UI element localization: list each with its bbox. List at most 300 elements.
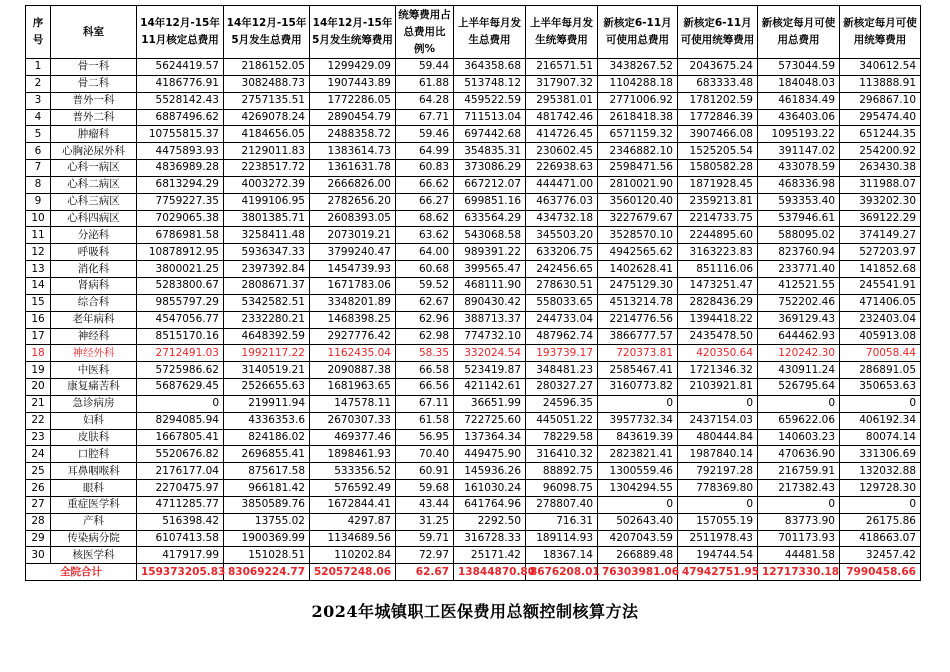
value-cell: 3907466.08 <box>678 126 758 143</box>
row-index-cell: 8 <box>26 176 51 193</box>
value-cell: 217382.43 <box>758 480 840 497</box>
value-cell: 3957732.34 <box>598 412 678 429</box>
value-cell: 3163223.83 <box>678 244 758 261</box>
value-cell: 60.68 <box>396 261 454 278</box>
value-cell: 2397392.84 <box>224 261 310 278</box>
value-cell: 278630.51 <box>526 277 598 294</box>
value-cell: 2526655.63 <box>224 379 310 396</box>
value-cell: 2890454.79 <box>310 109 396 126</box>
table-row <box>26 379 921 396</box>
table-row <box>26 328 921 345</box>
value-cell: 10755815.37 <box>137 126 224 143</box>
value-cell: 1361631.78 <box>310 160 396 177</box>
table-row <box>26 227 921 244</box>
value-cell: 59.71 <box>396 530 454 547</box>
table-row <box>26 126 921 143</box>
value-cell: 61.88 <box>396 75 454 92</box>
value-cell: 0 <box>840 395 921 412</box>
row-index-cell: 5 <box>26 126 51 143</box>
value-cell: 1454739.93 <box>310 261 396 278</box>
department-cell: 肿瘤科 <box>51 126 137 143</box>
value-cell: 573044.59 <box>758 59 840 76</box>
value-cell: 558033.65 <box>526 294 598 311</box>
value-cell: 4547056.77 <box>137 311 224 328</box>
value-cell: 345503.20 <box>526 227 598 244</box>
value-cell: 25171.42 <box>454 547 526 564</box>
value-cell: 752202.46 <box>758 294 840 311</box>
total-value-cell: 8676208.01 <box>526 564 598 581</box>
department-cell: 康复痛苦科 <box>51 379 137 396</box>
value-cell: 523419.87 <box>454 362 526 379</box>
value-cell: 4648392.59 <box>224 328 310 345</box>
value-cell: 430911.24 <box>758 362 840 379</box>
department-cell: 消化科 <box>51 261 137 278</box>
value-cell: 110202.84 <box>310 547 396 564</box>
value-cell: 633206.75 <box>526 244 598 261</box>
value-cell: 966181.42 <box>224 480 310 497</box>
document-title: 2024年城镇职工医保费用总额控制核算方法 <box>311 602 639 621</box>
value-cell: 2073019.21 <box>310 227 396 244</box>
value-cell: 280327.27 <box>526 379 598 396</box>
value-cell: 66.62 <box>396 176 454 193</box>
value-cell: 824186.02 <box>224 429 310 446</box>
value-cell: 6786981.58 <box>137 227 224 244</box>
value-cell: 701173.93 <box>758 530 840 547</box>
value-cell: 331306.69 <box>840 446 921 463</box>
value-cell: 1095193.22 <box>758 126 840 143</box>
value-cell: 3800021.25 <box>137 261 224 278</box>
header-cell: 统筹费用占总费用比例% <box>396 6 454 59</box>
value-cell: 470636.90 <box>758 446 840 463</box>
value-cell: 147578.11 <box>310 395 396 412</box>
value-cell: 60.83 <box>396 160 454 177</box>
value-cell: 2670307.33 <box>310 412 396 429</box>
value-cell: 406192.34 <box>840 412 921 429</box>
header-cell: 新核定每月可使用统筹费用 <box>840 6 921 59</box>
value-cell: 2129011.83 <box>224 143 310 160</box>
value-cell: 70058.44 <box>840 345 921 362</box>
value-cell: 369122.29 <box>840 210 921 227</box>
value-cell: 388713.37 <box>454 311 526 328</box>
value-cell: 140603.23 <box>758 429 840 446</box>
value-cell: 1402628.41 <box>598 261 678 278</box>
value-cell: 64.99 <box>396 143 454 160</box>
value-cell: 463776.03 <box>526 193 598 210</box>
value-cell: 722725.60 <box>454 412 526 429</box>
value-cell: 449475.90 <box>454 446 526 463</box>
value-cell: 543068.58 <box>454 227 526 244</box>
value-cell: 699851.16 <box>454 193 526 210</box>
row-index-cell: 1 <box>26 59 51 76</box>
value-cell: 350653.63 <box>840 379 921 396</box>
value-cell: 716.31 <box>526 513 598 530</box>
total-row <box>26 564 921 581</box>
value-cell: 0 <box>758 395 840 412</box>
table-row <box>26 143 921 160</box>
value-cell: 2585467.41 <box>598 362 678 379</box>
row-index-cell: 14 <box>26 277 51 294</box>
header-cell: 14年12月-15年5月发生总费用 <box>224 6 310 59</box>
value-cell: 989391.22 <box>454 244 526 261</box>
table-row <box>26 496 921 513</box>
row-index-cell: 6 <box>26 143 51 160</box>
value-cell: 2090887.38 <box>310 362 396 379</box>
value-cell: 68.62 <box>396 210 454 227</box>
value-cell: 2782656.20 <box>310 193 396 210</box>
value-cell: 137364.34 <box>454 429 526 446</box>
value-cell: 59.68 <box>396 480 454 497</box>
value-cell: 31.25 <box>396 513 454 530</box>
budget-table-container <box>25 5 920 581</box>
table-row <box>26 244 921 261</box>
value-cell: 141852.68 <box>840 261 921 278</box>
value-cell: 468336.98 <box>758 176 840 193</box>
total-label: 全院合计 <box>26 564 137 581</box>
total-value-cell: 62.67 <box>396 564 454 581</box>
value-cell: 4836989.28 <box>137 160 224 177</box>
value-cell: 32457.42 <box>840 547 921 564</box>
department-cell: 核医学科 <box>51 547 137 564</box>
value-cell: 340612.54 <box>840 59 921 76</box>
budget-table <box>25 5 921 581</box>
value-cell: 4942565.62 <box>598 244 678 261</box>
value-cell: 2618418.38 <box>598 109 678 126</box>
value-cell: 711513.04 <box>454 109 526 126</box>
value-cell: 1667805.41 <box>137 429 224 446</box>
value-cell: 774732.10 <box>454 328 526 345</box>
value-cell: 420350.64 <box>678 345 758 362</box>
value-cell: 0 <box>678 496 758 513</box>
table-row <box>26 294 921 311</box>
value-cell: 3160773.82 <box>598 379 678 396</box>
value-cell: 369129.43 <box>758 311 840 328</box>
value-cell: 1468398.25 <box>310 311 396 328</box>
value-cell: 444471.00 <box>526 176 598 193</box>
total-value-cell: 47942751.95 <box>678 564 758 581</box>
value-cell: 823760.94 <box>758 244 840 261</box>
value-cell: 278807.40 <box>526 496 598 513</box>
value-cell: 2270475.97 <box>137 480 224 497</box>
value-cell: 194744.54 <box>678 547 758 564</box>
value-cell: 5624419.57 <box>137 59 224 76</box>
value-cell: 2757135.51 <box>224 92 310 109</box>
value-cell: 2828436.29 <box>678 294 758 311</box>
value-cell: 66.56 <box>396 379 454 396</box>
value-cell: 113888.91 <box>840 75 921 92</box>
value-cell: 295381.01 <box>526 92 598 109</box>
value-cell: 3140519.21 <box>224 362 310 379</box>
value-cell: 1871928.45 <box>678 176 758 193</box>
value-cell: 0 <box>840 496 921 513</box>
value-cell: 4475893.93 <box>137 143 224 160</box>
value-cell: 641764.96 <box>454 496 526 513</box>
value-cell: 778369.80 <box>678 480 758 497</box>
table-row <box>26 547 921 564</box>
value-cell: 161030.24 <box>454 480 526 497</box>
value-cell: 83773.90 <box>758 513 840 530</box>
value-cell: 1525205.54 <box>678 143 758 160</box>
table-row <box>26 311 921 328</box>
value-cell: 67.71 <box>396 109 454 126</box>
value-cell: 36651.99 <box>454 395 526 412</box>
value-cell: 2608393.05 <box>310 210 396 227</box>
value-cell: 4184656.05 <box>224 126 310 143</box>
department-cell: 产科 <box>51 513 137 530</box>
department-cell: 口腔科 <box>51 446 137 463</box>
header-cell: 序号 <box>26 6 51 59</box>
value-cell: 3258411.48 <box>224 227 310 244</box>
department-cell: 急诊病房 <box>51 395 137 412</box>
value-cell: 67.11 <box>396 395 454 412</box>
value-cell: 354835.31 <box>454 143 526 160</box>
value-cell: 3866777.57 <box>598 328 678 345</box>
value-cell: 316410.32 <box>526 446 598 463</box>
value-cell: 18367.14 <box>526 547 598 564</box>
value-cell: 588095.02 <box>758 227 840 244</box>
value-cell: 414726.45 <box>526 126 598 143</box>
row-index-cell: 28 <box>26 513 51 530</box>
value-cell: 434732.18 <box>526 210 598 227</box>
value-cell: 2488358.72 <box>310 126 396 143</box>
value-cell: 1304294.55 <box>598 480 678 497</box>
row-index-cell: 26 <box>26 480 51 497</box>
value-cell: 2823821.41 <box>598 446 678 463</box>
value-cell: 4269078.24 <box>224 109 310 126</box>
value-cell: 792197.28 <box>678 463 758 480</box>
value-cell: 245541.91 <box>840 277 921 294</box>
table-row <box>26 277 921 294</box>
value-cell: 1394418.22 <box>678 311 758 328</box>
table-row <box>26 160 921 177</box>
value-cell: 1473251.47 <box>678 277 758 294</box>
value-cell: 64.00 <box>396 244 454 261</box>
value-cell: 391147.02 <box>758 143 840 160</box>
value-cell: 4513214.78 <box>598 294 678 311</box>
table-row <box>26 412 921 429</box>
header-cell: 上半年每月发生统筹费用 <box>526 6 598 59</box>
total-value-cell: 83069224.77 <box>224 564 310 581</box>
header-row <box>26 6 921 59</box>
row-index-cell: 23 <box>26 429 51 446</box>
department-cell: 肾病科 <box>51 277 137 294</box>
value-cell: 72.97 <box>396 547 454 564</box>
value-cell: 433078.59 <box>758 160 840 177</box>
value-cell: 44481.58 <box>758 547 840 564</box>
value-cell: 64.28 <box>396 92 454 109</box>
value-cell: 7029065.38 <box>137 210 224 227</box>
department-cell: 心科三病区 <box>51 193 137 210</box>
row-index-cell: 2 <box>26 75 51 92</box>
value-cell: 3082488.73 <box>224 75 310 92</box>
value-cell: 445051.22 <box>526 412 598 429</box>
value-cell: 1580582.28 <box>678 160 758 177</box>
value-cell: 412521.55 <box>758 277 840 294</box>
value-cell: 1383614.73 <box>310 143 396 160</box>
value-cell: 3348201.89 <box>310 294 396 311</box>
value-cell: 469377.46 <box>310 429 396 446</box>
total-value-cell: 12717330.18 <box>758 564 840 581</box>
value-cell: 219911.94 <box>224 395 310 412</box>
value-cell: 2598471.56 <box>598 160 678 177</box>
value-cell: 66.58 <box>396 362 454 379</box>
value-cell: 1671783.06 <box>310 277 396 294</box>
department-cell: 心科二病区 <box>51 176 137 193</box>
row-index-cell: 4 <box>26 109 51 126</box>
value-cell: 62.67 <box>396 294 454 311</box>
value-cell: 6887496.62 <box>137 109 224 126</box>
value-cell: 96098.75 <box>526 480 598 497</box>
value-cell: 667212.07 <box>454 176 526 193</box>
row-index-cell: 24 <box>26 446 51 463</box>
value-cell: 2176177.04 <box>137 463 224 480</box>
value-cell: 1907443.89 <box>310 75 396 92</box>
table-row <box>26 75 921 92</box>
value-cell: 364358.68 <box>454 59 526 76</box>
table-row <box>26 261 921 278</box>
value-cell: 59.44 <box>396 59 454 76</box>
value-cell: 0 <box>598 496 678 513</box>
row-index-cell: 15 <box>26 294 51 311</box>
value-cell: 2238517.72 <box>224 160 310 177</box>
row-index-cell: 18 <box>26 345 51 362</box>
value-cell: 226938.63 <box>526 160 598 177</box>
table-row <box>26 463 921 480</box>
value-cell: 1299429.09 <box>310 59 396 76</box>
value-cell: 2771006.92 <box>598 92 678 109</box>
row-index-cell: 12 <box>26 244 51 261</box>
value-cell: 471406.05 <box>840 294 921 311</box>
row-index-cell: 3 <box>26 92 51 109</box>
value-cell: 0 <box>598 395 678 412</box>
value-cell: 1162435.04 <box>310 345 396 362</box>
total-value-cell: 159373205.83 <box>137 564 224 581</box>
value-cell: 4297.87 <box>310 513 396 530</box>
value-cell: 266889.48 <box>598 547 678 564</box>
value-cell: 1134689.56 <box>310 530 396 547</box>
table-row <box>26 513 921 530</box>
department-cell: 中医科 <box>51 362 137 379</box>
value-cell: 2435478.50 <box>678 328 758 345</box>
value-cell: 1992117.22 <box>224 345 310 362</box>
row-index-cell: 17 <box>26 328 51 345</box>
value-cell: 468111.90 <box>454 277 526 294</box>
value-cell: 295474.40 <box>840 109 921 126</box>
value-cell: 1987840.14 <box>678 446 758 463</box>
value-cell: 63.62 <box>396 227 454 244</box>
value-cell: 890430.42 <box>454 294 526 311</box>
value-cell: 5687629.45 <box>137 379 224 396</box>
row-index-cell: 30 <box>26 547 51 564</box>
value-cell: 459522.59 <box>454 92 526 109</box>
value-cell: 1898461.93 <box>310 446 396 463</box>
value-cell: 875617.58 <box>224 463 310 480</box>
table-row <box>26 92 921 109</box>
value-cell: 593353.40 <box>758 193 840 210</box>
value-cell: 348481.23 <box>526 362 598 379</box>
department-cell: 心科一病区 <box>51 160 137 177</box>
value-cell: 8515170.16 <box>137 328 224 345</box>
value-cell: 480444.84 <box>678 429 758 446</box>
value-cell: 2214776.56 <box>598 311 678 328</box>
value-cell: 4186776.91 <box>137 75 224 92</box>
value-cell: 216759.91 <box>758 463 840 480</box>
department-cell: 呼吸科 <box>51 244 137 261</box>
value-cell: 24596.35 <box>526 395 598 412</box>
value-cell: 2214733.75 <box>678 210 758 227</box>
table-row <box>26 395 921 412</box>
value-cell: 193739.17 <box>526 345 598 362</box>
department-cell: 老年病科 <box>51 311 137 328</box>
value-cell: 1681963.65 <box>310 379 396 396</box>
total-value-cell: 76303981.06 <box>598 564 678 581</box>
row-index-cell: 7 <box>26 160 51 177</box>
row-index-cell: 27 <box>26 496 51 513</box>
value-cell: 132032.88 <box>840 463 921 480</box>
value-cell: 316728.33 <box>454 530 526 547</box>
value-cell: 332024.54 <box>454 345 526 362</box>
value-cell: 1300559.46 <box>598 463 678 480</box>
value-cell: 6813294.29 <box>137 176 224 193</box>
value-cell: 10878912.95 <box>137 244 224 261</box>
value-cell: 8294085.94 <box>137 412 224 429</box>
value-cell: 13755.02 <box>224 513 310 530</box>
value-cell: 405913.08 <box>840 328 921 345</box>
value-cell: 4207043.59 <box>598 530 678 547</box>
value-cell: 2103921.81 <box>678 379 758 396</box>
value-cell: 843619.39 <box>598 429 678 446</box>
department-cell: 神经外科 <box>51 345 137 362</box>
value-cell: 5528142.43 <box>137 92 224 109</box>
value-cell: 4336353.6 <box>224 412 310 429</box>
value-cell: 1721346.32 <box>678 362 758 379</box>
row-index-cell: 9 <box>26 193 51 210</box>
value-cell: 3438267.52 <box>598 59 678 76</box>
value-cell: 5936347.33 <box>224 244 310 261</box>
value-cell: 43.44 <box>396 496 454 513</box>
value-cell: 189114.93 <box>526 530 598 547</box>
value-cell: 2437154.03 <box>678 412 758 429</box>
value-cell: 720373.81 <box>598 345 678 362</box>
value-cell: 70.40 <box>396 446 454 463</box>
table-row <box>26 446 921 463</box>
value-cell: 502643.40 <box>598 513 678 530</box>
value-cell: 4199106.95 <box>224 193 310 210</box>
value-cell: 2359213.81 <box>678 193 758 210</box>
value-cell: 1900369.99 <box>224 530 310 547</box>
value-cell: 129728.30 <box>840 480 921 497</box>
value-cell: 232403.04 <box>840 311 921 328</box>
value-cell: 2927776.42 <box>310 328 396 345</box>
value-cell: 263430.38 <box>840 160 921 177</box>
value-cell: 513748.12 <box>454 75 526 92</box>
value-cell: 2808671.37 <box>224 277 310 294</box>
table-row <box>26 210 921 227</box>
value-cell: 3560120.40 <box>598 193 678 210</box>
value-cell: 526795.64 <box>758 379 840 396</box>
value-cell: 576592.49 <box>310 480 396 497</box>
value-cell: 399565.47 <box>454 261 526 278</box>
value-cell: 1781202.59 <box>678 92 758 109</box>
row-index-cell: 10 <box>26 210 51 227</box>
value-cell: 2475129.30 <box>598 277 678 294</box>
value-cell: 633564.29 <box>454 210 526 227</box>
value-cell: 2186152.05 <box>224 59 310 76</box>
department-cell: 神经科 <box>51 328 137 345</box>
value-cell: 61.58 <box>396 412 454 429</box>
value-cell: 697442.68 <box>454 126 526 143</box>
value-cell: 5342582.51 <box>224 294 310 311</box>
department-cell: 骨二科 <box>51 75 137 92</box>
